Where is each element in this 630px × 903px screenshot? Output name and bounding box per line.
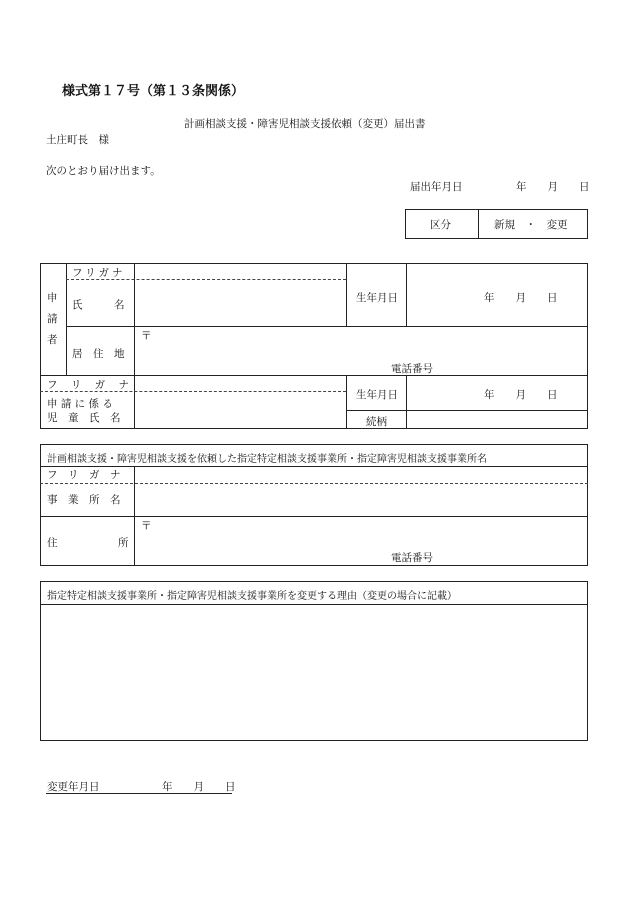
office-name-input[interactable] bbox=[136, 485, 586, 515]
applicant-side-char-3: 者 bbox=[47, 334, 58, 346]
applicant-side-char-2: 請 bbox=[47, 313, 58, 325]
office-postal-mark: 〒 bbox=[141, 520, 152, 532]
child-birthdate-value[interactable]: 年 月 日 bbox=[484, 389, 558, 401]
submit-date-label: 届出年月日 bbox=[410, 181, 463, 193]
addressee: 土庄町長 様 bbox=[46, 134, 109, 146]
applicant-postal-mark: 〒 bbox=[141, 330, 152, 342]
child-furigana-input[interactable] bbox=[136, 376, 344, 390]
office-address-input[interactable] bbox=[136, 518, 586, 564]
reason-header: 指定特定相談支援事業所・指定障害児相談支援事業所を変更する理由（変更の場合に記載） bbox=[47, 591, 457, 602]
category-label: 区分 bbox=[430, 219, 451, 231]
applicant-furigana-label: フリガナ bbox=[72, 267, 126, 279]
child-birthdate-label: 生年月日 bbox=[356, 389, 398, 401]
office-address-label-right: 所 bbox=[118, 537, 129, 549]
change-date-label: 変更年月日 bbox=[47, 781, 100, 793]
change-date-value[interactable]: 年 月 日 bbox=[162, 781, 236, 793]
applicant-furigana-input[interactable] bbox=[136, 264, 344, 278]
office-name-label: 事 業 所 名 bbox=[47, 494, 121, 506]
applicant-phone-label: 電話番号 bbox=[391, 363, 433, 375]
change-date-underline bbox=[46, 793, 232, 794]
office-furigana-label: フ リ ガ ナ bbox=[47, 469, 121, 481]
category-choice[interactable]: 新規 ・ 変更 bbox=[494, 219, 568, 231]
applicant-side-char-1: 申 bbox=[47, 292, 58, 304]
office-phone-label: 電話番号 bbox=[391, 552, 433, 564]
applicant-address-input[interactable] bbox=[136, 328, 586, 373]
applicant-birthdate-value[interactable]: 年 月 日 bbox=[484, 292, 558, 304]
office-address-label-left: 住 bbox=[47, 537, 58, 549]
child-relation-label: 続柄 bbox=[366, 416, 387, 428]
child-relation-input[interactable] bbox=[408, 412, 586, 428]
intro-text: 次のとおり届け出ます。 bbox=[46, 165, 161, 177]
form-title: 計画相談支援・障害児相談支援依頼（変更）届出書 bbox=[184, 118, 426, 130]
applicant-birthdate-label: 生年月日 bbox=[356, 292, 398, 304]
child-furigana-label: フ リ ガ ナ bbox=[47, 379, 135, 391]
submit-date-value[interactable]: 年 月 日 bbox=[516, 181, 590, 193]
applicant-name-label: 氏 名 bbox=[72, 299, 125, 311]
office-furigana-input[interactable] bbox=[136, 467, 586, 482]
child-name-label-2: 児 童 氏 名 bbox=[47, 412, 121, 424]
applicant-name-input[interactable] bbox=[136, 281, 344, 325]
reason-textarea[interactable] bbox=[42, 606, 586, 739]
child-name-label-1: 申 請 に 係 る bbox=[47, 398, 113, 410]
office-header: 計画相談支援・障害児相談支援を依頼した指定特定相談支援事業所・指定障害児相談支援事業所名 bbox=[47, 454, 487, 465]
child-name-input[interactable] bbox=[136, 393, 344, 428]
form-number: 様式第１７号（第１３条関係） bbox=[62, 84, 245, 99]
applicant-address-label: 居 住 地 bbox=[72, 348, 125, 360]
